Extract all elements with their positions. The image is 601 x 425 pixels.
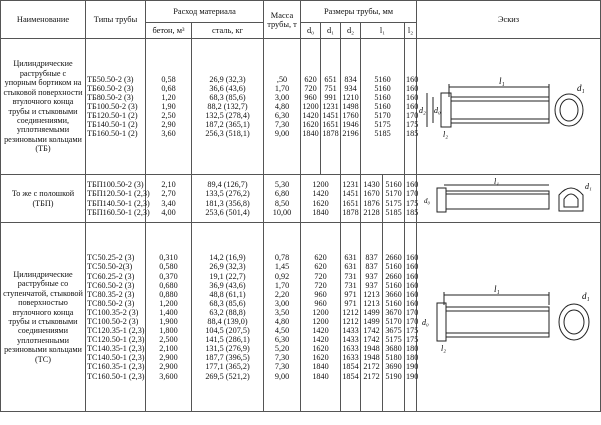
header-sketch: Эскиз xyxy=(417,1,601,39)
cell-l1: 5160 xyxy=(374,101,391,111)
header-name: Наименование xyxy=(1,1,86,39)
cell-d0: 620 xyxy=(304,74,317,84)
cell-steel: 104,5 (207,5) xyxy=(205,326,250,336)
cell-l1b: 5190 xyxy=(385,371,402,381)
cell-l1b: 3670 xyxy=(385,307,402,317)
cell-d0: 1620 xyxy=(312,198,329,208)
cell-type: ТБП140.50-1 (2,3) xyxy=(87,198,150,208)
header-material: Расход материала xyxy=(146,1,264,23)
cell-l2: 180 xyxy=(406,344,419,354)
cell-d1: 1231 xyxy=(322,101,339,111)
cell-concrete: 2,90 xyxy=(161,120,176,130)
cell-steel: 68,3 (85,6) xyxy=(209,298,246,308)
group-tb-d1 xyxy=(321,39,341,175)
cell-d2: 2196 xyxy=(342,129,359,139)
cell-d0: 1840 xyxy=(312,371,329,381)
cell-d1: 751 xyxy=(324,83,337,93)
cell-type: ТС60.25-2 (3) xyxy=(87,271,135,281)
cell-l1: 837 xyxy=(365,253,378,263)
header-concrete: бетон, м³ xyxy=(146,23,192,39)
cell-l1: 1742 xyxy=(363,326,380,336)
header-d2: d₂ xyxy=(341,23,361,39)
cell-l2: 160 xyxy=(406,180,419,190)
sketch-tbp xyxy=(417,175,601,223)
cell-l1b: 5180 xyxy=(385,353,402,363)
group-ts-types xyxy=(86,223,146,412)
cell-concrete: 1,90 xyxy=(161,101,176,111)
cell-steel: 133,5 (276,2) xyxy=(205,189,250,199)
cell-concrete: 1,800 xyxy=(159,326,178,336)
cell-concrete: 0,68 xyxy=(161,83,176,93)
cell-d0: 1420 xyxy=(302,111,319,121)
cell-type: ТБ50.50-2 (3) xyxy=(87,74,134,84)
cell-steel: 63,2 (88,8) xyxy=(209,307,246,317)
cell-type: ТБ100.50-2 (3) xyxy=(87,101,138,111)
cell-d2: 1212 xyxy=(342,307,359,317)
cell-type: ТС80.35-2 (3) xyxy=(87,289,135,299)
header-steel: сталь, кг xyxy=(192,23,264,39)
cell-steel: 88,4 (139,0) xyxy=(207,317,248,326)
cell-d0: 1200 xyxy=(312,317,329,326)
cell-steel: 88,2 (132,7) xyxy=(207,101,248,111)
cell-type: ТС80.50-2 (3) xyxy=(87,298,135,308)
group-tb-l2 xyxy=(405,39,417,175)
group-ts-l1 xyxy=(361,223,383,412)
cell-d2: 1854 xyxy=(342,371,359,381)
cell-mass: 0,92 xyxy=(274,271,290,281)
group-tbp-steel xyxy=(192,175,264,223)
cell-mass: 0,78 xyxy=(274,253,290,263)
cell-l1b: 5160 xyxy=(385,280,402,290)
group-tbp-d0 xyxy=(301,175,341,223)
cell-mass: 3,00 xyxy=(274,92,290,102)
cell-mass: 6,80 xyxy=(274,189,290,199)
cell-d2: 1633 xyxy=(342,353,359,363)
header-d1: d₁ xyxy=(321,23,341,39)
cell-d2: 1878 xyxy=(342,207,359,217)
cell-type: ТС140.50-1 (2,3) xyxy=(87,353,145,363)
sketch-ts xyxy=(417,223,601,412)
cell-steel: 253,6 (501,4) xyxy=(205,207,250,217)
cell-steel: 256,3 (518,1) xyxy=(205,129,250,139)
cell-d0: 1200 xyxy=(312,180,329,190)
cell-mass: 5,30 xyxy=(274,180,290,190)
cell-l1b: 2660 xyxy=(385,271,402,281)
cell-mass: 4,80 xyxy=(274,317,290,326)
cell-d0: 720 xyxy=(314,271,327,281)
cell-steel: 187,2 (365,1) xyxy=(205,120,250,130)
cell-l2: 160 xyxy=(406,262,419,272)
cell-steel: 141,5 (286,1) xyxy=(205,335,250,345)
cell-d0: 1620 xyxy=(312,344,329,354)
cell-type: ТС140.35-1 (2,3) xyxy=(87,344,145,354)
group-ts-d2 xyxy=(341,223,361,412)
pipe-ts-drawing xyxy=(419,247,599,387)
cell-l1b: 5170 xyxy=(385,189,402,199)
cell-d2: 934 xyxy=(344,83,357,93)
cell-mass: 7,30 xyxy=(274,362,290,372)
cell-d2: 834 xyxy=(344,74,357,84)
cell-type: ТБ120.50-1 (2) xyxy=(87,111,138,121)
cell-d0: 960 xyxy=(314,298,327,308)
cell-l2: 185 xyxy=(406,207,419,217)
cell-d2: 731 xyxy=(344,271,357,281)
group-tb-concrete xyxy=(146,39,192,175)
group-tbp xyxy=(1,175,601,223)
cell-steel: 36,9 (43,6) xyxy=(209,280,246,290)
cell-l2: 160 xyxy=(406,298,419,308)
cell-mass: 4,50 xyxy=(274,326,290,336)
cell-concrete: 4,00 xyxy=(161,207,176,217)
header-sizes: Размеры трубы, мм xyxy=(301,1,417,23)
cell-d2: 631 xyxy=(344,262,357,272)
cell-concrete: 2,50 xyxy=(161,111,176,121)
sketch-tb-d2: d₂ xyxy=(418,105,426,115)
cell-type: ТС120.35-1 (2,3) xyxy=(87,326,145,336)
sketch-tb xyxy=(417,39,601,175)
cell-d0: 1420 xyxy=(312,189,329,199)
cell-d2: 971 xyxy=(344,298,357,308)
cell-l1: 1499 xyxy=(363,307,380,317)
cell-d2: 1633 xyxy=(342,344,359,354)
sketch-tb-l2: l₂ xyxy=(442,129,448,139)
cell-mass: 1,70 xyxy=(274,280,290,290)
cell-l1: 5160 xyxy=(374,74,391,84)
group-tbp-d2 xyxy=(341,175,361,223)
cell-type: ТБ80.50-2 (3) xyxy=(87,92,134,102)
cell-l1: 1876 xyxy=(363,198,380,208)
group-tbp-mass xyxy=(264,175,301,223)
cell-type: ТБ60.50-2 (3) xyxy=(87,83,134,93)
cell-l2: 175 xyxy=(406,335,419,345)
cell-type: ТС120.50-1 (2,3) xyxy=(87,335,145,345)
cell-l2: 170 xyxy=(406,307,419,317)
cell-l1: 5160 xyxy=(374,83,391,93)
header-row-1 xyxy=(1,1,601,23)
group-tbp-concrete xyxy=(146,175,192,223)
cell-d1: 1451 xyxy=(322,111,339,121)
sketch-tbp-d1: d₁ xyxy=(584,181,592,191)
cell-d2: 1433 xyxy=(342,326,359,336)
cell-d0: 620 xyxy=(314,253,327,263)
group-ts xyxy=(1,223,601,412)
cell-concrete: 2,70 xyxy=(161,189,176,199)
cell-l2: 190 xyxy=(406,362,419,372)
cell-mass: 4,80 xyxy=(274,101,290,111)
cell-d0: 720 xyxy=(304,83,317,93)
cell-steel: 177,1 (365,2) xyxy=(205,362,250,372)
cell-l1b: 3675 xyxy=(385,326,402,336)
cell-d2: 1854 xyxy=(342,362,359,372)
cell-l1: 1213 xyxy=(363,289,380,299)
cell-d2: 1212 xyxy=(342,317,359,326)
cell-d1: 651 xyxy=(324,74,337,84)
cell-d0: 960 xyxy=(314,289,327,299)
cell-l1: 5160 xyxy=(374,92,391,102)
group-ts-concrete xyxy=(146,223,192,412)
cell-l2: 175 xyxy=(406,326,419,336)
cell-l1: 1742 xyxy=(363,335,380,345)
cell-mass: 1,70 xyxy=(274,83,290,93)
cell-l1b: 5175 xyxy=(385,335,402,345)
cell-l1: 837 xyxy=(365,262,378,272)
cell-d0: 1840 xyxy=(302,129,319,139)
cell-l1b: 5160 xyxy=(385,298,402,308)
cell-d0: 720 xyxy=(314,280,327,290)
cell-concrete: 2,100 xyxy=(159,344,178,354)
header-l2: l₂ xyxy=(405,23,417,39)
cell-l1: 2172 xyxy=(363,362,380,372)
group-ts-mass xyxy=(264,223,301,412)
cell-l2: 170 xyxy=(406,111,419,121)
cell-mass: 7,30 xyxy=(274,353,290,363)
cell-l1: 2172 xyxy=(363,371,380,381)
cell-l2: 160 xyxy=(406,280,419,290)
cell-concrete: 3,40 xyxy=(161,198,176,208)
cell-l1: 5185 xyxy=(374,129,391,139)
cell-mass: 6,30 xyxy=(274,335,290,345)
cell-steel: 132,5 (278,4) xyxy=(205,111,250,121)
cell-d0: 1620 xyxy=(302,120,319,130)
cell-l2: 160 xyxy=(406,101,419,111)
cell-l1b: 2660 xyxy=(385,253,402,263)
cell-concrete: 0,370 xyxy=(159,271,178,281)
sketch-ts-l2: l₂ xyxy=(440,344,446,353)
cell-d2: 1946 xyxy=(342,120,359,130)
sketch-ts-d1: d₁ xyxy=(581,291,590,301)
cell-mass: 3,00 xyxy=(274,298,290,308)
group-tb-description: Цилиндрические раструбные с упорным бортиком на стыковой поверхности втулочного конца трубы и стыковыми соединениями, уплотняемыми резиновыми кольцами (ТБ) xyxy=(1,39,86,175)
group-tbp-types xyxy=(86,175,150,223)
cell-concrete: 0,310 xyxy=(159,253,178,263)
sketch-tb-l1: l₁ xyxy=(498,75,505,86)
cell-l1b: 5185 xyxy=(385,207,402,217)
cell-l1b: 3680 xyxy=(385,344,402,354)
cell-l1: 5170 xyxy=(374,111,391,121)
cell-d1: 1878 xyxy=(322,129,339,139)
group-ts-l1b xyxy=(383,223,405,412)
cell-l2: 160 xyxy=(406,289,419,299)
pipe-tbp-drawing xyxy=(419,177,599,221)
cell-l2: 180 xyxy=(406,353,419,363)
cell-concrete: 3,600 xyxy=(159,371,178,381)
cell-l1b: 3660 xyxy=(385,289,402,299)
cell-steel: 26,9 (32,3) xyxy=(209,262,246,272)
sketch-ts-d0: d₀ xyxy=(421,318,429,327)
cell-l1b: 5160 xyxy=(385,180,402,190)
group-tbp-description: То же с полошкой (ТБП) xyxy=(1,175,86,223)
cell-l2: 160 xyxy=(406,271,419,281)
group-tb-steel xyxy=(192,39,264,175)
group-tb-mass xyxy=(264,39,301,175)
cell-concrete: 0,58 xyxy=(161,74,176,84)
group-tbp-l1 xyxy=(361,175,383,223)
cell-mass: 9,00 xyxy=(274,129,290,139)
group-ts-steel xyxy=(192,223,264,412)
group-tb xyxy=(1,39,601,175)
cell-l2: 160 xyxy=(406,74,419,84)
cell-mass: 9,00 xyxy=(274,371,290,381)
cell-l2: 175 xyxy=(406,198,419,208)
cell-d0: 1420 xyxy=(312,326,329,336)
cell-type: ТБП160.50-1 (2,3) xyxy=(87,207,150,217)
cell-d2: 1231 xyxy=(342,180,359,190)
cell-concrete: 1,900 xyxy=(159,317,178,326)
group-ts-description: Цилиндрические раструбные со ступенчатой, стыковой поверхностью втулочного конца трубы и стыковыми соединениями уплотненными резиновыми кольцами (ТС) xyxy=(1,223,86,412)
cell-concrete: 2,500 xyxy=(159,335,178,345)
cell-l1b: 5160 xyxy=(385,262,402,272)
cell-l1: 1213 xyxy=(363,298,380,308)
header-mass: Масса трубы, т xyxy=(264,1,301,39)
cell-steel: 14,2 (16,9) xyxy=(209,253,246,263)
header-type: Типы трубы xyxy=(86,1,146,39)
cell-l1: 937 xyxy=(365,280,378,290)
cell-d1: 991 xyxy=(324,92,337,102)
cell-steel: 187,7 (396,5) xyxy=(205,353,250,363)
cell-mass: 6,30 xyxy=(274,111,290,121)
cell-l1b: 5170 xyxy=(385,317,402,326)
group-ts-l2 xyxy=(405,223,417,412)
cell-mass: 3,50 xyxy=(274,307,290,317)
cell-d1: 1651 xyxy=(322,120,339,130)
cell-concrete: 0,880 xyxy=(159,289,178,299)
cell-d2: 1498 xyxy=(342,101,359,111)
cell-steel: 19,1 (22,7) xyxy=(209,271,246,281)
cell-concrete: 1,400 xyxy=(159,307,178,317)
cell-mass: 8,50 xyxy=(274,198,290,208)
cell-mass: 2,20 xyxy=(274,289,290,299)
cell-concrete: 2,10 xyxy=(161,180,176,190)
cell-d2: 731 xyxy=(344,280,357,290)
sketch-tbp-d0: d₀ xyxy=(423,196,430,205)
group-tb-l1 xyxy=(361,39,405,175)
cell-d2: 631 xyxy=(344,253,357,263)
cell-l2: 170 xyxy=(406,189,419,199)
group-tbp-l2 xyxy=(405,175,417,223)
cell-d0: 1200 xyxy=(302,101,319,111)
group-tb-d2 xyxy=(341,39,361,175)
cell-concrete: 2,900 xyxy=(159,362,178,372)
cell-l2: 185 xyxy=(406,129,419,139)
header-d0: d₀ xyxy=(301,23,321,39)
cell-l2: 160 xyxy=(406,253,419,263)
cell-d2: 1651 xyxy=(342,198,359,208)
cell-type: ТБ160.50-1 (2) xyxy=(87,129,138,139)
cell-type: ТС50.25-2 (3) xyxy=(87,253,135,263)
cell-l2: 190 xyxy=(406,371,419,381)
group-tb-types xyxy=(86,39,146,175)
cell-d0: 960 xyxy=(304,92,317,102)
cell-concrete: 1,200 xyxy=(159,298,178,308)
cell-type: ТБ140.50-1 (2) xyxy=(87,120,138,130)
cell-mass: 7,30 xyxy=(274,120,290,130)
cell-steel: 181,3 (356,8) xyxy=(205,198,250,208)
cell-steel: 48,8 (61,1) xyxy=(209,289,246,299)
cell-l1: 2128 xyxy=(363,207,380,217)
cell-concrete: 0,680 xyxy=(159,280,178,290)
group-ts-d0 xyxy=(301,223,341,412)
cell-d0: 1200 xyxy=(312,307,329,317)
sketch-tb-d0: d₀ xyxy=(433,105,441,115)
cell-l1: 5175 xyxy=(374,120,391,130)
cell-concrete: 1,20 xyxy=(161,92,176,102)
cell-steel: 36,6 (43,6) xyxy=(209,83,246,93)
cell-l1: 1670 xyxy=(363,189,380,199)
cell-d2: 1760 xyxy=(342,111,359,121)
cell-steel: 26,9 (32,3) xyxy=(209,74,246,84)
pipe-tb-drawing xyxy=(419,57,599,157)
cell-l2: 160 xyxy=(406,83,419,93)
cell-l1: 1948 xyxy=(363,344,380,354)
cell-l1: 1499 xyxy=(363,317,380,326)
cell-l1b: 5175 xyxy=(385,198,402,208)
cell-d2: 971 xyxy=(344,289,357,299)
cell-d2: 1433 xyxy=(342,335,359,345)
sketch-tb-d1: d₁ xyxy=(576,82,585,93)
cell-type: ТС160.35-1 (2,3) xyxy=(87,362,145,372)
cell-d2: 1451 xyxy=(342,189,359,199)
cell-d0: 1840 xyxy=(312,362,329,372)
cell-type: ТБП120.50-1 (2,3) xyxy=(87,189,150,199)
cell-d2: 1210 xyxy=(342,92,359,102)
cell-mass: 1,45 xyxy=(274,262,290,272)
cell-steel: 269,5 (521,2) xyxy=(205,371,250,381)
group-tbp-l1b xyxy=(383,175,405,223)
cell-l2: 170 xyxy=(406,317,419,326)
cell-d0: 1620 xyxy=(312,353,329,363)
cell-type: ТС160.50-1 (2,3) xyxy=(87,371,145,381)
cell-type: ТС100.50-2 (3) xyxy=(87,317,139,326)
cell-l2: 160 xyxy=(406,92,419,102)
cell-mass: ,50 xyxy=(276,74,288,84)
cell-steel: 89,4 (126,7) xyxy=(207,180,248,190)
cell-type: ТС50.50-2(3) xyxy=(87,262,133,272)
cell-mass: 5,20 xyxy=(274,344,290,354)
cell-l1: 937 xyxy=(365,271,378,281)
sketch-ts-l1: l₁ xyxy=(493,284,500,294)
cell-concrete: 3,60 xyxy=(161,129,176,139)
cell-l1: 1430 xyxy=(363,180,380,190)
cell-mass: 10,00 xyxy=(272,207,292,217)
cell-l1b: 3690 xyxy=(385,362,402,372)
group-tb-d0 xyxy=(301,39,321,175)
cell-steel: 68,3 (85,6) xyxy=(209,92,246,102)
cell-concrete: 2,900 xyxy=(159,353,178,363)
cell-d0: 620 xyxy=(314,262,327,272)
header-l1: l₁ xyxy=(361,23,405,39)
cell-l1: 1948 xyxy=(363,353,380,363)
cell-steel: 131,5 (276,9) xyxy=(205,344,250,354)
sketch-tbp-l1: l₁ xyxy=(493,176,499,186)
cell-type: ТС60.50-2 (3) xyxy=(87,280,135,290)
cell-concrete: 0,580 xyxy=(159,262,178,272)
cell-type: ТБП100.50-2 (3) xyxy=(87,180,144,190)
cell-type: ТС100.35-2 (3) xyxy=(87,307,139,317)
cell-d0: 1420 xyxy=(312,335,329,345)
cell-d0: 1840 xyxy=(312,207,329,217)
cell-l2: 175 xyxy=(406,120,419,130)
